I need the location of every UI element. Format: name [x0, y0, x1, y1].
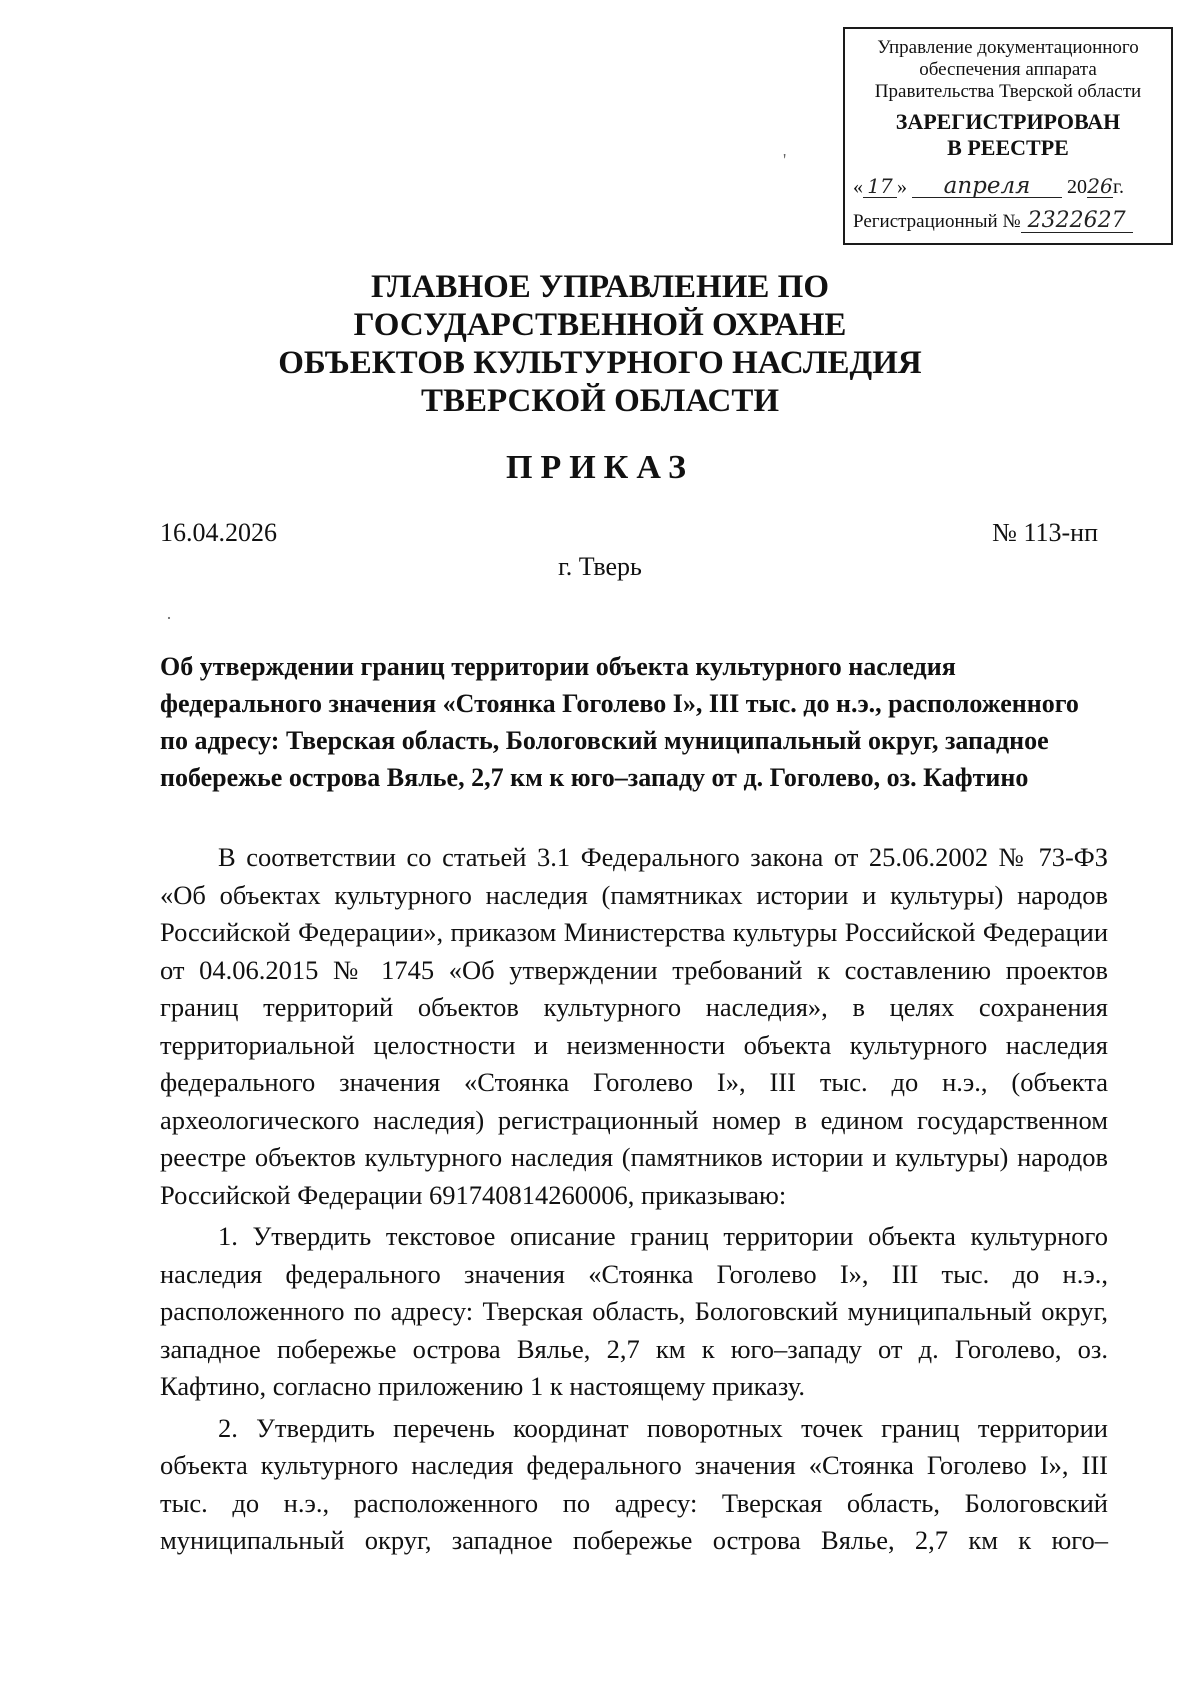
body-intro: В соответствии со статьей 3.1 Федерального закона от 25.06.2002 № 73-ФЗ «Об объектах культурного наследия (памятниках истории и культуры) народов Российской Федерации», приказом Министерства культуры Российской Федерации от 04.06.2015 № 1745 «Об утверждении требований к составлению проектов границ территорий объектов культурного наследия», в целях сохранения территориальной целостности и неизменности объекта культурного наследия федерального значения «Стоянка Гоголево I», III тыс. до н.э., (объекта археологического наследия) регистрационный номер в едином государственном реестре объектов культурного наследия (памятников истории и культуры) народов Российской Федерации 691740814260006, приказываю:: [160, 842, 1108, 1210]
stamp-year-unit: г.: [1113, 176, 1124, 198]
document-type: ПРИКАЗ: [506, 449, 694, 486]
stamp-day: 17: [863, 175, 897, 198]
header-line-2: ГОСУДАРСТВЕННОЙ ОХРАНЕ: [353, 307, 847, 343]
header-line-1: ГЛАВНОЕ УПРАВЛЕНИЕ ПО: [371, 269, 829, 305]
stamp-year-suffix: 26: [1087, 174, 1113, 198]
document-city: г. Тверь: [558, 552, 642, 581]
stamp-registered-2: В РЕЕСТРЕ: [947, 135, 1069, 160]
stamp-month: апреля: [912, 175, 1062, 198]
stamp-reg-label: Регистрационный №: [853, 211, 1021, 232]
scan-mark: ': [783, 150, 787, 170]
registration-stamp: [843, 27, 1173, 245]
stamp-date-row: « 17 » апреля 2026г.: [853, 173, 1124, 199]
stamp-line-2: обеспечения аппарата: [919, 59, 1097, 80]
stamp-line-3: Правительства Тверской области: [874, 81, 1142, 102]
stamp-reg-row: [845, 210, 1171, 233]
body-item-1: 1. Утвердить текстовое описание границ территории объекта культурного наследия федерального значения «Стоянка Гоголево I», III тыс. до н.э., расположенного по адресу: Тверская область, Бологовский муниципальный округ, западное побережье острова Вялье, 2,7 км к юго–западу от д. Гоголево, оз. Кафтино, согласно приложению 1 к настоящему приказу.: [160, 1221, 1108, 1401]
document-body: [160, 839, 1108, 1560]
stamp-line-1: Управление документационного: [877, 37, 1139, 58]
body-item-2: 2. Утвердить перечень координат поворотных точек границ территории объекта культурного наследия федерального значения «Стоянка Гоголево I», III тыс. до н.э., расположенного по адресу: Тверская область, Бологовский муниципальный округ, западное побережье острова Вялье, 2,7 км к юго–: [160, 1412, 1108, 1555]
scan-mark: ·: [166, 608, 172, 628]
document-subject: Об утверждении границ территории объекта культурного наследия федерального значения «Стоянка Гоголево I», III тыс. до н.э., расположенного по адресу: Тверская область, Бологовский муниципальный округ, западное побережье острова Вялье, 2,7 км к юго–западу от д. Гоголево, оз. Кафтино: [160, 652, 1079, 792]
header-line-4: ТВЕРСКОЙ ОБЛАСТИ: [420, 383, 780, 419]
stamp-reg-number: 2322627: [1021, 210, 1133, 233]
agency-header: [0, 268, 1200, 420]
document-date: 16.04.2026: [160, 518, 277, 547]
stamp-registered-1: ЗАРЕГИСТРИРОВАН: [895, 109, 1121, 134]
document-number: № 113-нп: [992, 518, 1098, 547]
header-line-3: ОБЪЕКТОВ КУЛЬТУРНОГО НАСЛЕДИЯ: [278, 345, 922, 381]
stamp-year-prefix: 20: [1067, 176, 1087, 198]
